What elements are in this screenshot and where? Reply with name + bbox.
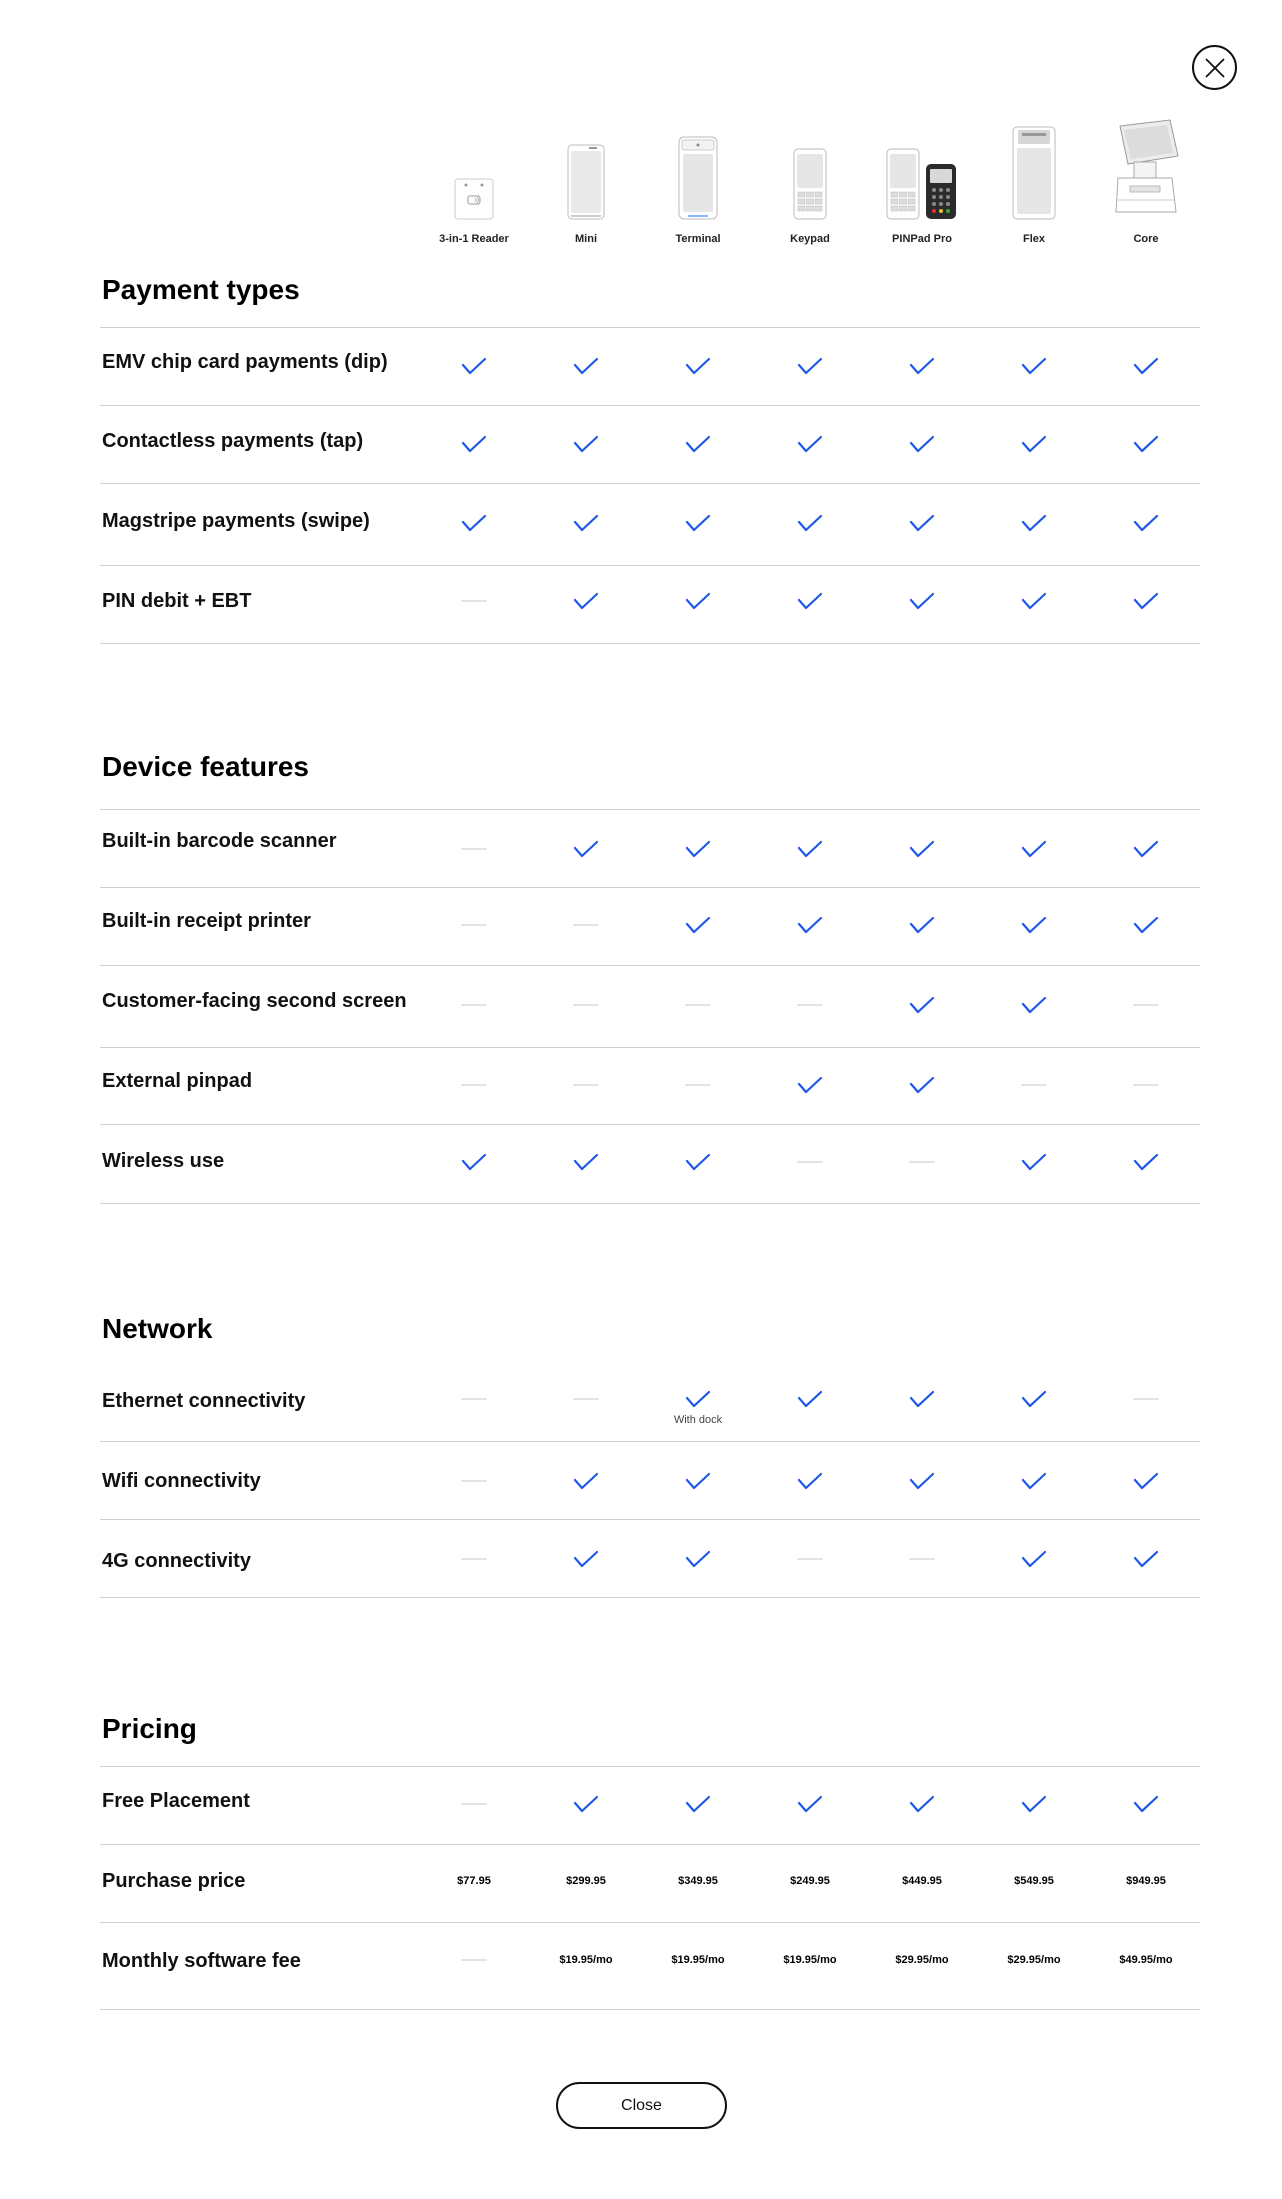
check-cell (1090, 351, 1202, 381)
checkmark-icon (797, 1075, 823, 1095)
checkmark-icon (573, 1471, 599, 1491)
unavailable-cell (1090, 1070, 1202, 1100)
row-divider (100, 1597, 1200, 1598)
row-divider (100, 965, 1200, 966)
check-cell (866, 990, 978, 1020)
price-cell (754, 1866, 866, 1896)
checkmark-icon (1133, 434, 1159, 454)
price-value: $49.95/mo (1119, 1954, 1173, 1966)
dash-icon (1133, 1398, 1159, 1400)
check-cell (530, 1544, 642, 1574)
check-cell (978, 351, 1090, 381)
dash-icon (909, 1558, 935, 1560)
check-cell (978, 1789, 1090, 1819)
checkmark-icon (797, 839, 823, 859)
checkmark-icon (1021, 915, 1047, 935)
unavailable-cell (418, 1070, 530, 1100)
row-divider (100, 1124, 1200, 1125)
pinpad-device-icon (866, 120, 978, 220)
checkmark-icon (461, 513, 487, 533)
price-value: $249.95 (790, 1875, 830, 1887)
row-label: Built-in barcode scanner (102, 830, 337, 852)
check-cell (754, 1070, 866, 1100)
dash-icon (1133, 1084, 1159, 1086)
row-label: EMV chip card payments (dip) (102, 351, 388, 373)
check-cell (418, 429, 530, 459)
checkmark-icon (461, 356, 487, 376)
unavailable-cell (754, 990, 866, 1020)
unavailable-cell (754, 1147, 866, 1177)
checkmark-icon (573, 513, 599, 533)
unavailable-cell (1090, 990, 1202, 1020)
check-cell (530, 834, 642, 864)
price-cell (642, 1866, 754, 1896)
unavailable-cell (1090, 1384, 1202, 1414)
dash-icon (461, 1084, 487, 1086)
checkmark-icon (1021, 1389, 1047, 1409)
unavailable-cell (418, 834, 530, 864)
check-cell (1090, 834, 1202, 864)
price-cell (642, 1945, 754, 1975)
price-value: $549.95 (1014, 1875, 1054, 1887)
check-cell (1090, 1544, 1202, 1574)
dash-icon (797, 1161, 823, 1163)
dash-icon (461, 600, 487, 602)
row-divider (100, 483, 1200, 484)
flex-device-icon (978, 120, 1090, 220)
row-label: Ethernet connectivity (102, 1390, 306, 1412)
row-divider (100, 1047, 1200, 1048)
checkmark-icon (685, 839, 711, 859)
cell-note: With dock (673, 1414, 723, 1426)
check-cell (754, 429, 866, 459)
price-value: $29.95/mo (895, 1954, 949, 1966)
checkmark-icon (797, 1389, 823, 1409)
check-cell (1090, 910, 1202, 940)
checkmark-icon (1021, 1794, 1047, 1814)
dash-icon (461, 1398, 487, 1400)
check-cell (642, 508, 754, 538)
checkmark-icon (1133, 1471, 1159, 1491)
check-cell (978, 586, 1090, 616)
unavailable-cell (418, 990, 530, 1020)
price-cell (1090, 1866, 1202, 1896)
row-label: Customer-facing second screen (102, 990, 407, 1012)
checkmark-icon (1021, 839, 1047, 859)
dash-icon (685, 1004, 711, 1006)
checkmark-icon (909, 1389, 935, 1409)
dash-icon (685, 1084, 711, 1086)
check-cell (754, 910, 866, 940)
checkmark-icon (1133, 356, 1159, 376)
price-cell (866, 1866, 978, 1896)
checkmark-icon (1133, 513, 1159, 533)
price-cell (866, 1945, 978, 1975)
checkmark-icon (909, 1075, 935, 1095)
unavailable-cell (754, 1544, 866, 1574)
checkmark-icon (685, 1471, 711, 1491)
device-header-row (0, 120, 1282, 250)
checkmark-icon (909, 915, 935, 935)
check-cell (418, 1147, 530, 1177)
device-column-keypad (754, 120, 866, 250)
check-cell (642, 910, 754, 940)
unavailable-cell (978, 1070, 1090, 1100)
check-cell (642, 429, 754, 459)
check-cell (418, 351, 530, 381)
core-device-icon (1090, 120, 1202, 220)
check-cell (978, 1147, 1090, 1177)
check-cell (530, 508, 642, 538)
device-name: Core (1133, 233, 1159, 245)
dash-icon (909, 1161, 935, 1163)
section-title: Device features (102, 751, 310, 782)
unavailable-cell (642, 1070, 754, 1100)
check-cell (754, 834, 866, 864)
checkmark-icon (797, 513, 823, 533)
checkmark-icon (909, 356, 935, 376)
row-divider (100, 1766, 1200, 1767)
price-cell (978, 1866, 1090, 1896)
checkmark-icon (685, 1389, 711, 1409)
row-label: Wireless use (102, 1150, 225, 1172)
checkmark-icon (573, 591, 599, 611)
row-label: Built-in receipt printer (102, 910, 311, 932)
checkmark-icon (1021, 1549, 1047, 1569)
price-cell (530, 1945, 642, 1975)
unavailable-cell (530, 910, 642, 940)
section-title: Pricing (102, 1713, 197, 1744)
unavailable-cell (866, 1147, 978, 1177)
check-cell (978, 990, 1090, 1020)
dash-icon (797, 1004, 823, 1006)
check-cell (978, 1544, 1090, 1574)
checkmark-icon (1021, 1152, 1047, 1172)
check-cell (530, 586, 642, 616)
device-column-mini (530, 120, 642, 250)
checkmark-icon (797, 434, 823, 454)
check-cell (530, 351, 642, 381)
dash-icon (1021, 1084, 1047, 1086)
row-label: PIN debit + EBT (102, 590, 252, 612)
row-divider (100, 327, 1200, 328)
price-value: $19.95/mo (559, 1954, 613, 1966)
unavailable-cell (418, 1544, 530, 1574)
check-cell (530, 1147, 642, 1177)
unavailable-cell (530, 1070, 642, 1100)
check-cell (642, 1466, 754, 1496)
dash-icon (573, 1398, 599, 1400)
device-column-reader (418, 120, 530, 250)
checkmark-icon (909, 434, 935, 454)
checkmark-icon (461, 434, 487, 454)
price-cell (1090, 1945, 1202, 1975)
dash-icon (573, 1084, 599, 1086)
check-cell (1090, 1147, 1202, 1177)
check-cell (642, 1544, 754, 1574)
close-button[interactable]: Close (556, 2082, 727, 2129)
row-divider (100, 643, 1200, 644)
check-cell (866, 1466, 978, 1496)
check-cell (754, 508, 866, 538)
checkmark-icon (1021, 513, 1047, 533)
checkmark-icon (797, 356, 823, 376)
checkmark-icon (1133, 1794, 1159, 1814)
device-column-core (1090, 120, 1202, 250)
row-label: Free Placement (102, 1790, 250, 1812)
checkmark-icon (685, 1794, 711, 1814)
checkmark-icon (573, 1794, 599, 1814)
unavailable-cell (418, 1466, 530, 1496)
check-cell (978, 429, 1090, 459)
checkmark-icon (1133, 591, 1159, 611)
unavailable-cell (530, 990, 642, 1020)
row-label: 4G connectivity (102, 1550, 251, 1572)
checkmark-icon (573, 434, 599, 454)
row-label: Wifi connectivity (102, 1470, 261, 1492)
price-cell (530, 1866, 642, 1896)
check-cell (866, 1070, 978, 1100)
check-cell (754, 351, 866, 381)
checkmark-icon (909, 591, 935, 611)
section-title: Payment types (102, 274, 300, 305)
checkmark-icon (1133, 839, 1159, 859)
check-cell (642, 351, 754, 381)
row-divider (100, 405, 1200, 406)
checkmark-icon (909, 1794, 935, 1814)
price-cell (418, 1866, 530, 1896)
terminal-device-icon (642, 120, 754, 220)
checkmark-icon (685, 434, 711, 454)
check-cell (754, 586, 866, 616)
mini-device-icon (530, 120, 642, 220)
checkmark-icon (909, 839, 935, 859)
device-column-terminal (642, 120, 754, 250)
unavailable-cell (642, 990, 754, 1020)
check-cell (866, 1384, 978, 1414)
check-cell (978, 834, 1090, 864)
device-column-pinpad (866, 120, 978, 250)
checkmark-icon (573, 356, 599, 376)
price-value: $299.95 (566, 1875, 606, 1887)
checkmark-icon (1133, 1152, 1159, 1172)
checkmark-icon (461, 1152, 487, 1172)
check-cell (866, 351, 978, 381)
check-cell (642, 1147, 754, 1177)
device-name: 3-in-1 Reader (439, 233, 509, 245)
unavailable-cell (866, 1544, 978, 1574)
check-cell (978, 1466, 1090, 1496)
row-divider (100, 1922, 1200, 1923)
dash-icon (573, 924, 599, 926)
checkmark-icon (1021, 1471, 1047, 1491)
device-column-flex (978, 120, 1090, 250)
keypad-device-icon (754, 120, 866, 220)
checkmark-icon (685, 591, 711, 611)
checkmark-icon (797, 915, 823, 935)
checkmark-icon (1021, 995, 1047, 1015)
reader-device-icon (418, 120, 530, 220)
check-cell (754, 1466, 866, 1496)
check-cell (642, 834, 754, 864)
checkmark-icon (909, 1471, 935, 1491)
check-cell (1090, 429, 1202, 459)
row-label: Monthly software fee (102, 1950, 301, 1972)
checkmark-icon (573, 839, 599, 859)
row-divider (100, 1844, 1200, 1845)
device-name: Mini (575, 233, 597, 245)
section-title: Network (102, 1313, 213, 1344)
row-divider (100, 887, 1200, 888)
checkmark-icon (685, 1152, 711, 1172)
check-cell (1090, 1466, 1202, 1496)
price-cell (754, 1945, 866, 1975)
row-divider (100, 1519, 1200, 1520)
row-divider (100, 1441, 1200, 1442)
checkmark-icon (685, 915, 711, 935)
checkmark-icon (1021, 356, 1047, 376)
row-label: External pinpad (102, 1070, 253, 1092)
check-cell (530, 1466, 642, 1496)
check-cell (866, 586, 978, 616)
checkmark-icon (909, 995, 935, 1015)
device-name: Keypad (790, 233, 830, 245)
check-cell (642, 1384, 754, 1414)
checkmark-icon (797, 1471, 823, 1491)
device-name: Terminal (675, 233, 721, 245)
row-label: Magstripe payments (swipe) (102, 510, 370, 532)
checkmark-icon (573, 1152, 599, 1172)
row-divider (100, 809, 1200, 810)
price-value: $349.95 (678, 1875, 718, 1887)
dash-icon (797, 1558, 823, 1560)
checkmark-icon (685, 356, 711, 376)
checkmark-icon (797, 591, 823, 611)
check-cell (866, 834, 978, 864)
dash-icon (461, 1558, 487, 1560)
dash-icon (1133, 1004, 1159, 1006)
device-name: Flex (1022, 233, 1045, 245)
device-name: PINPad Pro (892, 233, 952, 245)
row-divider (100, 565, 1200, 566)
check-cell (754, 1789, 866, 1819)
price-value: $29.95/mo (1007, 1954, 1061, 1966)
check-cell (866, 910, 978, 940)
check-cell (1090, 586, 1202, 616)
checkmark-icon (685, 1549, 711, 1569)
price-value: $449.95 (902, 1875, 942, 1887)
row-divider (100, 1203, 1200, 1204)
row-label: Purchase price (102, 1870, 246, 1892)
checkmark-icon (685, 513, 711, 533)
row-label: Contactless payments (tap) (102, 430, 364, 452)
checkmark-icon (1133, 915, 1159, 935)
checkmark-icon (1021, 434, 1047, 454)
check-cell (866, 1789, 978, 1819)
dash-icon (461, 924, 487, 926)
check-cell (530, 1789, 642, 1819)
unavailable-cell (418, 586, 530, 616)
dash-icon (461, 1480, 487, 1482)
price-value: $19.95/mo (671, 1954, 725, 1966)
dash-icon (461, 848, 487, 850)
dash-icon (573, 1004, 599, 1006)
check-cell (978, 910, 1090, 940)
close-modal-button[interactable] (1192, 45, 1237, 90)
close-icon (1203, 56, 1227, 80)
check-cell (754, 1384, 866, 1414)
checkmark-icon (573, 1549, 599, 1569)
check-cell (642, 586, 754, 616)
unavailable-cell (530, 1384, 642, 1414)
price-value: $949.95 (1126, 1875, 1166, 1887)
unavailable-cell (418, 1945, 530, 1975)
checkmark-icon (1133, 1549, 1159, 1569)
checkmark-icon (909, 513, 935, 533)
check-cell (642, 1789, 754, 1819)
unavailable-cell (418, 1789, 530, 1819)
check-cell (866, 429, 978, 459)
price-value: $77.95 (457, 1875, 491, 1887)
check-cell (978, 1384, 1090, 1414)
checkmark-icon (797, 1794, 823, 1814)
dash-icon (461, 1959, 487, 1961)
price-cell (978, 1945, 1090, 1975)
row-divider (100, 2009, 1200, 2010)
check-cell (418, 508, 530, 538)
dash-icon (461, 1803, 487, 1805)
price-value: $19.95/mo (783, 1954, 837, 1966)
checkmark-icon (1021, 591, 1047, 611)
unavailable-cell (418, 1384, 530, 1414)
check-cell (866, 508, 978, 538)
check-cell (1090, 508, 1202, 538)
check-cell (1090, 1789, 1202, 1819)
unavailable-cell (418, 910, 530, 940)
dash-icon (461, 1004, 487, 1006)
check-cell (530, 429, 642, 459)
check-cell (978, 508, 1090, 538)
